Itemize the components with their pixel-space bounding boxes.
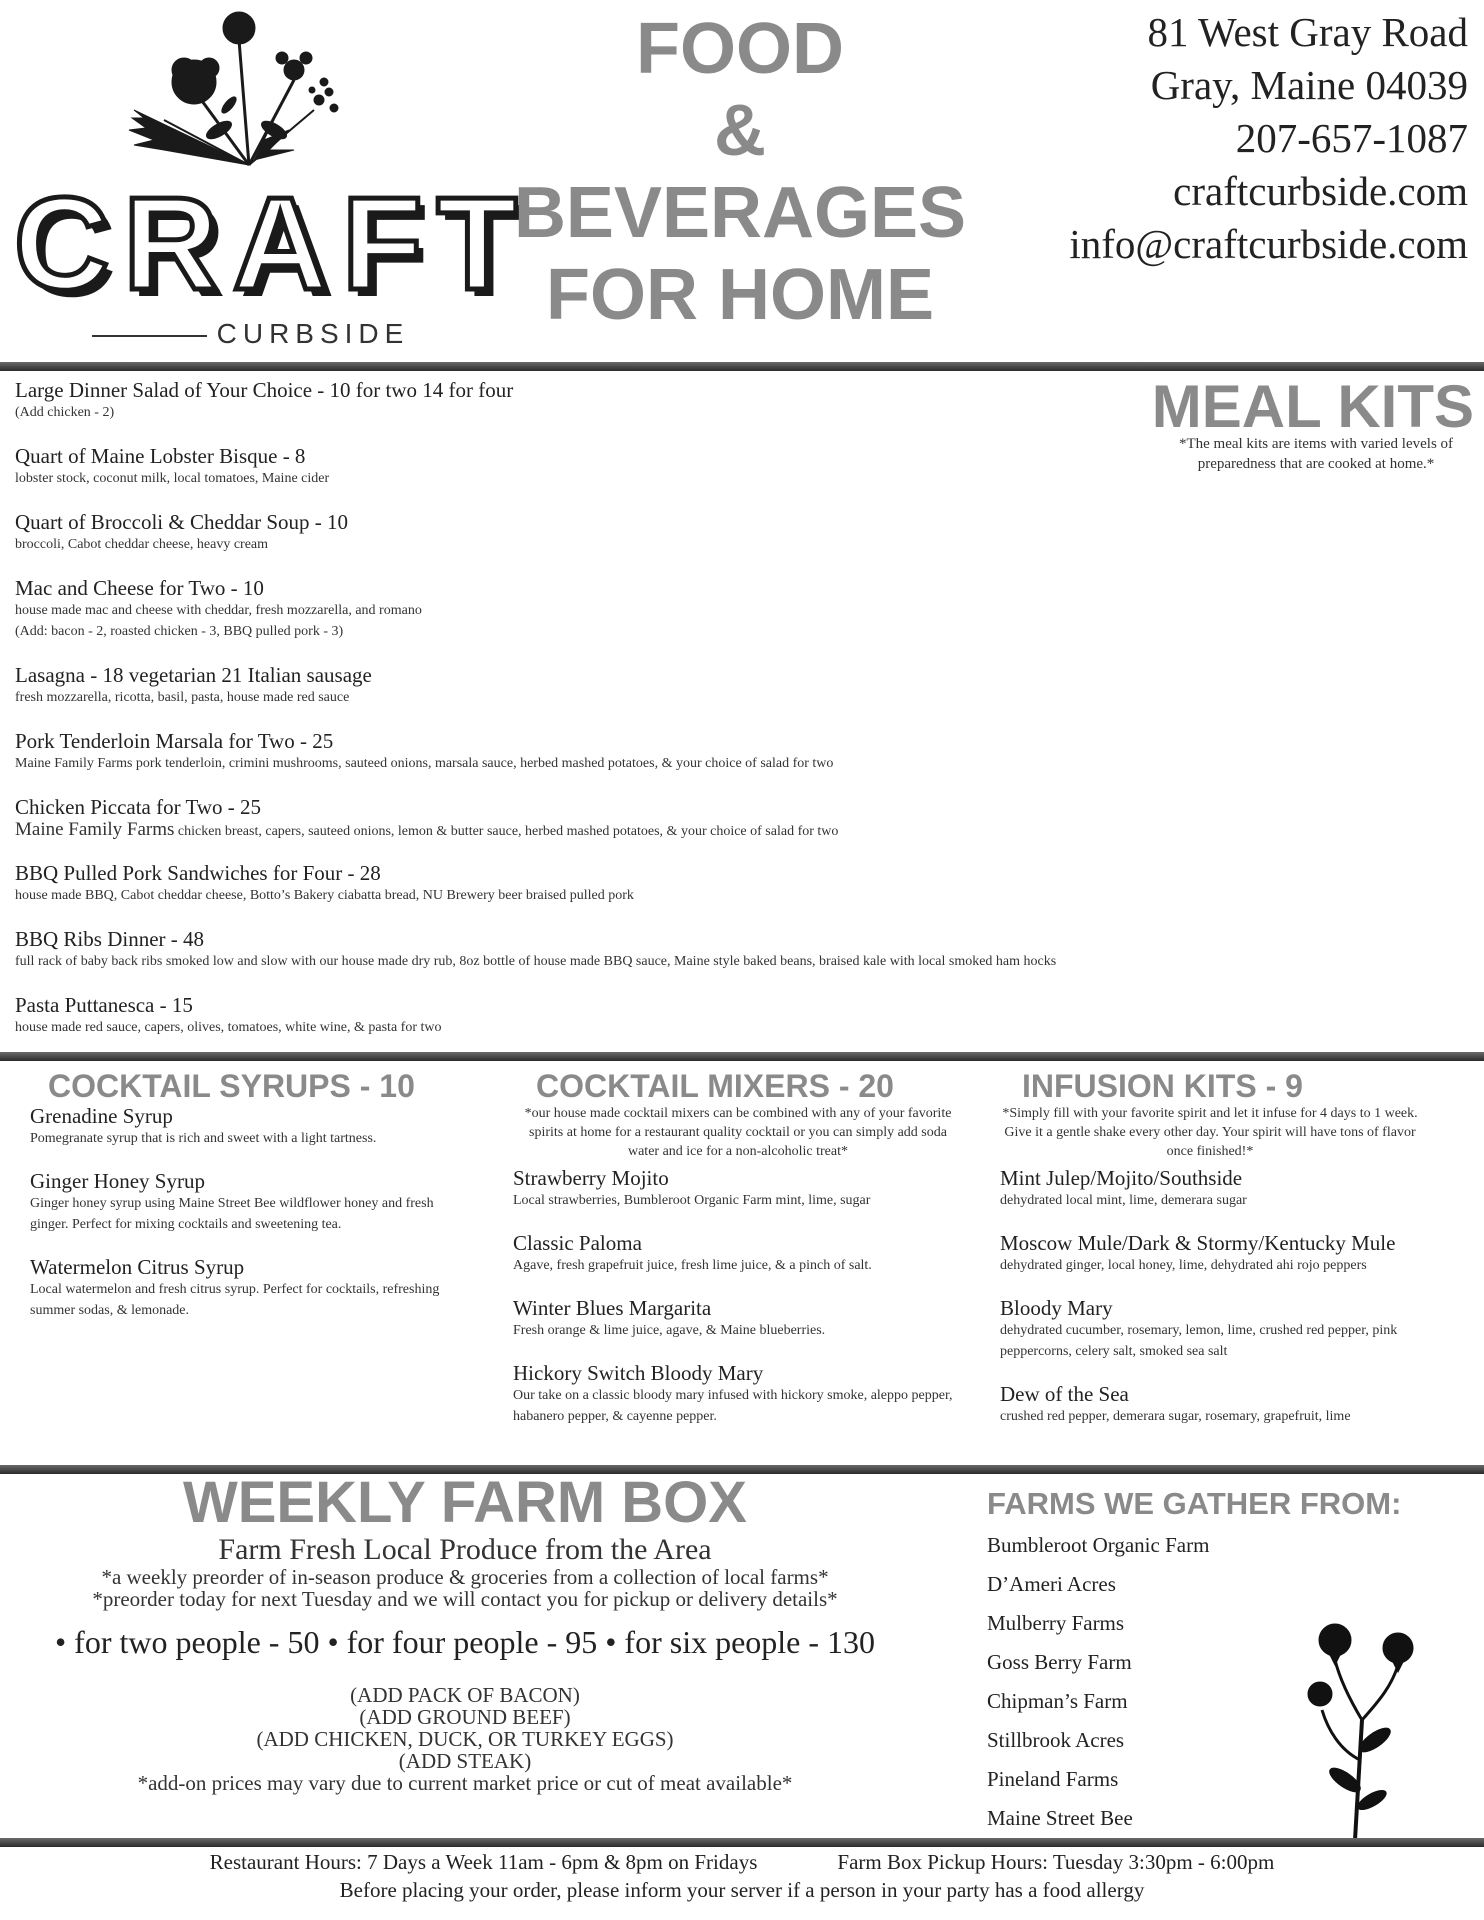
contact-info <box>1069 6 1468 271</box>
farm-box-price-note: *add-on prices may vary due to current market price or cut of meat available* <box>137 1771 793 1795</box>
item-name: Classic Paloma <box>513 1231 642 1255</box>
title-line-2: & <box>714 91 766 171</box>
addon-item: (ADD PACK OF BACON) <box>350 1683 580 1707</box>
title-line-1: FOOD <box>636 9 844 89</box>
list-item <box>15 378 1335 444</box>
section-heading: FARMS WE GATHER FROM: <box>987 1486 1402 1521</box>
website-link[interactable]: craftcurbside.com <box>1173 168 1468 214</box>
addon-item: (ADD GROUND BEEF) <box>359 1705 571 1729</box>
thistle-flower-icon <box>1300 1610 1420 1840</box>
item-description: dehydrated cucumber, rosemary, lemon, lime, crushed red pepper, pink peppercorns, celery salt, smoked sea salt <box>1000 1323 1398 1359</box>
email-link[interactable]: info@craftcurbside.com <box>1069 221 1468 267</box>
section-heading: WEEKLY FARM BOX <box>183 1470 747 1535</box>
list-item: D’Ameri Acres <box>987 1572 1116 1596</box>
item-description: dehydrated local mint, lime, demerara sugar <box>1000 1193 1247 1208</box>
item-description: house made red sauce, capers, olives, tomatoes, white wine, & pasta for two <box>15 1020 442 1035</box>
item-name: Watermelon Citrus Syrup <box>30 1255 245 1279</box>
list-item <box>15 861 1335 927</box>
tagline-rule-left <box>92 335 207 337</box>
list-item: Mulberry Farms <box>987 1611 1125 1635</box>
item-description: (Add chicken - 2) <box>15 405 115 420</box>
item-description: Pomegranate syrup that is rich and sweet with a light tartness. <box>30 1131 377 1146</box>
item-description: Fresh orange & lime juice, agave, & Maine blueberries. <box>513 1323 826 1338</box>
title-line-3: BEVERAGES <box>513 173 967 253</box>
list-item <box>15 663 1335 729</box>
item-description: crushed red pepper, demerara sugar, rosemary, grapefruit, lime <box>1000 1409 1351 1424</box>
item-description: broccoli, Cabot cheddar cheese, heavy cream <box>15 537 269 552</box>
list-item <box>1000 1296 1470 1382</box>
list-item <box>513 1296 963 1361</box>
item-name: Large Dinner Salad of Your Choice - 10 for two 14 for four <box>15 378 514 402</box>
item-description: house made BBQ, Cabot cheddar cheese, Botto’s Bakery ciabatta bread, NU Brewery beer braised pulled pork <box>15 888 634 903</box>
list-item <box>15 993 1335 1059</box>
cocktail-mixers-section <box>513 1068 963 1427</box>
list-item <box>1000 1382 1470 1427</box>
addon-item: (ADD STEAK) <box>398 1749 532 1773</box>
item-name: Pasta Puttanesca - 15 <box>15 993 193 1017</box>
item-description: Local watermelon and fresh citrus syrup. Perfect for cocktails, refreshing summer sodas, & lemonade. <box>30 1282 440 1318</box>
list-item <box>513 1166 963 1231</box>
farm-box-preorder-note: *preorder today for next Tuesday and we will contact you for pickup or delivery details* <box>92 1587 838 1611</box>
list-item <box>15 576 1335 663</box>
item-name: BBQ Ribs Dinner - 48 <box>15 927 204 951</box>
list-item <box>30 1255 460 1321</box>
list-item <box>513 1361 963 1427</box>
brand-logo-wordmark: CRAFT <box>14 170 532 317</box>
meal-kits-note: *The meal kits are items with varied levels of preparedness that are cooked at home.* <box>1178 436 1454 472</box>
infusion-kits-section <box>1000 1068 1470 1427</box>
section-heading: COCKTAIL SYRUPS - 10 <box>48 1068 415 1104</box>
list-item <box>15 444 1335 510</box>
section-heading: COCKTAIL MIXERS - 20 <box>536 1068 894 1104</box>
meal-kits-heading: MEAL KITS <box>1151 373 1474 440</box>
cocktail-syrups-section <box>30 1068 460 1321</box>
item-name: Pork Tenderloin Marsala for Two - 25 <box>15 729 334 753</box>
weekly-farm-box-section <box>15 1472 915 1794</box>
item-name: Winter Blues Margarita <box>513 1296 712 1320</box>
item-description: fresh mozzarella, ricotta, basil, pasta, house made red sauce <box>15 690 350 705</box>
list-item <box>30 1104 460 1169</box>
section-note: *Simply fill with your favorite spirit and let it infuse for 4 days to 1 week. Give it a gentle shake every other day. Your spirit will have tons of flavor once finished!* <box>1002 1106 1418 1159</box>
allergy-notice: Before placing your order, please inform your server if a person in your party has a food allergy <box>339 1878 1145 1902</box>
item-description: Ginger honey syrup using Maine Street Bee wildflower honey and fresh ginger. Perfect for mixing cocktails and sweetening tea. <box>30 1196 434 1232</box>
item-name: Bloody Mary <box>1000 1296 1113 1320</box>
item-name: Strawberry Mojito <box>513 1166 669 1190</box>
item-name: Chicken Piccata for Two - 25 <box>15 795 261 819</box>
list-item <box>15 729 1335 795</box>
address-city: Gray, Maine 04039 <box>1150 62 1468 108</box>
item-description: Our take on a classic bloody mary infused with hickory smoke, aleppo pepper, habanero pepper, & cayenne pepper. <box>513 1388 953 1424</box>
item-name: BBQ Pulled Pork Sandwiches for Four - 28 <box>15 861 381 885</box>
list-item <box>15 795 1335 861</box>
item-name: Grenadine Syrup <box>30 1104 173 1128</box>
list-item: Bumbleroot Organic Farm <box>987 1533 1210 1557</box>
list-item <box>15 927 1335 993</box>
section-note: *our house made cocktail mixers can be combined with any of your favorite spirits at home for a restaurant quality cocktail or you can simply add soda water and ice for a non-alcoholic treat* <box>524 1106 952 1159</box>
tagline-text: CURBSIDE <box>216 318 410 349</box>
page-title <box>500 8 980 336</box>
farm-name: Maine Family Farms <box>15 819 175 840</box>
item-name: Hickory Switch Bloody Mary <box>513 1361 764 1385</box>
list-item: Chipman’s Farm <box>987 1689 1128 1713</box>
title-line-4: FOR HOME <box>546 255 934 335</box>
item-description: Local strawberries, Bumbleroot Organic Farm mint, lime, sugar <box>513 1193 871 1208</box>
pickup-hours: Farm Box Pickup Hours: Tuesday 3:30pm - 6:00pm <box>837 1850 1275 1874</box>
list-item: Stillbrook Acres <box>987 1728 1125 1752</box>
restaurant-hours: Restaurant Hours: 7 Days a Week 11am - 6pm & 8pm on Fridays <box>209 1850 758 1874</box>
item-name: Ginger Honey Syrup <box>30 1169 205 1193</box>
list-item <box>1000 1231 1470 1296</box>
item-description: lobster stock, coconut milk, local tomatoes, Maine cider <box>15 471 330 486</box>
section-divider <box>0 362 1484 371</box>
item-name: Lasagna - 18 vegetarian 21 Italian sausage <box>15 663 372 687</box>
addon-item: (ADD CHICKEN, DUCK, OR TURKEY EGGS) <box>256 1727 674 1751</box>
item-name: Mac and Cheese for Two - 10 <box>15 576 264 600</box>
item-description: house made mac and cheese with cheddar, fresh mozzarella, and romano <box>15 603 422 618</box>
hours-line <box>0 1848 1484 1876</box>
item-description: dehydrated ginger, local honey, lime, dehydrated ahi rojo peppers <box>1000 1258 1367 1273</box>
farm-box-addons <box>15 1684 915 1772</box>
section-divider <box>0 1838 1484 1847</box>
item-name: Moscow Mule/Dark & Stormy/Kentucky Mule <box>1000 1231 1396 1255</box>
farm-box-note: *a weekly preorder of in-season produce & groceries from a collection of local farms* <box>101 1565 829 1589</box>
list-item <box>513 1231 963 1296</box>
section-divider <box>0 1052 1484 1061</box>
footer <box>0 1848 1484 1904</box>
section-heading: INFUSION KITS - 9 <box>1022 1068 1303 1104</box>
list-item: Maine Street Bee <box>987 1806 1133 1830</box>
phone-number[interactable]: 207-657-1087 <box>1235 115 1468 161</box>
list-item <box>1000 1166 1470 1231</box>
farm-box-prices: • for two people - 50 • for four people - 95 • for six people - 130 <box>54 1624 876 1660</box>
item-name: Mint Julep/Mojito/Southside <box>1000 1166 1243 1190</box>
list-item: Pineland Farms <box>987 1767 1119 1791</box>
item-name: Quart of Maine Lobster Bisque - 8 <box>15 444 306 468</box>
list-item <box>15 510 1335 576</box>
item-description <box>15 819 1335 842</box>
item-description: Maine Family Farms pork tenderloin, crimini mushrooms, sauteed onions, marsala sauce, herbed mashed potatoes, & your choice of salad for two <box>15 756 834 771</box>
meal-kits-list <box>15 378 1335 1059</box>
item-addons: (Add: bacon - 2, roasted chicken - 3, BBQ pulled pork - 3) <box>15 624 344 639</box>
item-description: full rack of baby back ribs smoked low and slow with our house made dry rub, 8oz bottle of house made BBQ sauce, Maine style baked beans, braised kale with local smoked ham hocks <box>15 954 1057 969</box>
address-street: 81 West Gray Road <box>1147 9 1468 55</box>
brand-tagline <box>18 318 473 382</box>
list-item <box>30 1169 460 1255</box>
list-item: Goss Berry Farm <box>987 1650 1132 1674</box>
farm-box-subtitle: Farm Fresh Local Produce from the Area <box>218 1533 712 1566</box>
item-description: Agave, fresh grapefruit juice, fresh lime juice, & a pinch of salt. <box>513 1258 872 1273</box>
item-name: Dew of the Sea <box>1000 1382 1129 1406</box>
item-description-text: chicken breast, capers, sauteed onions, lemon & butter sauce, herbed mashed potatoes, & your choice of salad for two <box>174 824 839 839</box>
item-name: Quart of Broccoli & Cheddar Soup - 10 <box>15 510 349 534</box>
